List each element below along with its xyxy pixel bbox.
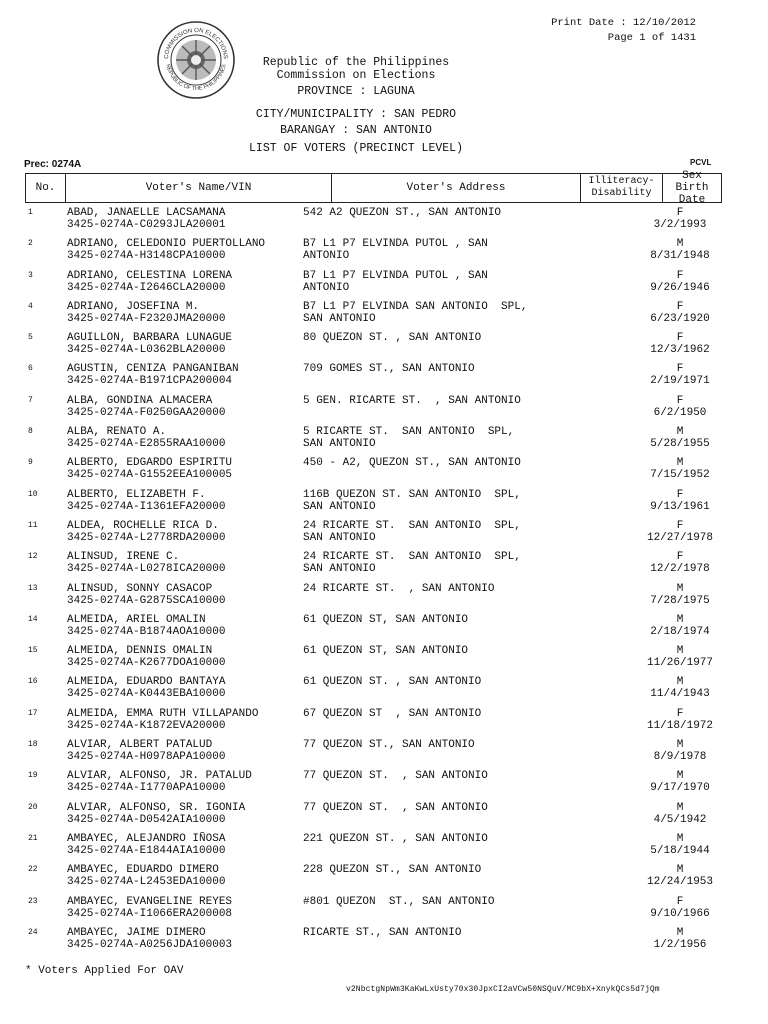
voter-address-line: 709 GOMES ST., SAN ANTONIO [303, 363, 475, 376]
voter-sex: M [676, 645, 684, 658]
voter-no: 8 [28, 427, 33, 437]
table-row [25, 581, 722, 612]
voter-birth-date: 5/18/1944 [650, 844, 710, 857]
table-row [25, 393, 722, 424]
voter-sex-birth [635, 238, 725, 262]
voter-name-vin [67, 583, 225, 607]
table-row [25, 831, 722, 862]
voter-birth-date: 3/2/1993 [653, 219, 707, 231]
voter-name: ALVIAR, ALFONSO, JR. PATALUD [67, 770, 252, 783]
voter-sex-birth [635, 676, 725, 700]
voter-address [303, 739, 563, 751]
table-row [25, 643, 722, 674]
voter-name-vin [67, 927, 232, 951]
voter-name-vin [67, 802, 245, 826]
voter-sex: F [676, 519, 684, 532]
voter-address [303, 927, 563, 939]
voter-sex-birth [635, 739, 725, 763]
voter-vin: 3425-0274A-F0250GAA20000 [67, 406, 226, 419]
table-row [25, 894, 722, 925]
voter-address-line: SAN ANTONIO [303, 563, 376, 576]
voter-name: AMBAYEC, EVANGELINE REYES [67, 895, 233, 908]
table-row [25, 800, 722, 831]
voter-address [303, 896, 563, 908]
voter-no: 19 [28, 771, 38, 781]
voter-sex-birth [635, 614, 725, 638]
voter-sex-birth [635, 583, 725, 607]
voter-vin: 3425-0274A-I2646CLA20000 [67, 281, 226, 294]
voter-name: ALMEIDA, EDUARDO BANTAYA [67, 676, 226, 689]
page-number: Page 1 of 1431 [607, 32, 696, 44]
voter-sex: M [676, 457, 684, 470]
voter-name-vin [67, 551, 225, 575]
voter-vin: 3425-0274A-I1361EFA20000 [67, 500, 226, 513]
voter-no: 3 [28, 270, 33, 280]
voter-sex-birth [635, 207, 725, 231]
voter-sex-birth [635, 301, 725, 325]
voter-name: ALBERTO, EDGARDO ESPIRITU [67, 457, 233, 470]
voter-sex: M [676, 676, 684, 689]
voter-address [303, 802, 563, 814]
voter-name-vin [67, 770, 252, 794]
voter-name: ALVIAR, ALFONSO, SR. IGONIA [67, 801, 246, 814]
voter-no: 1 [28, 208, 33, 217]
table-row [25, 268, 722, 299]
voter-address-line: B7 L1 P7 ELVINDA PUTOL , SAN [303, 269, 488, 282]
voter-sex: F [676, 332, 684, 345]
voter-no: 18 [28, 740, 38, 750]
voter-sex: M [676, 739, 684, 752]
voter-vin: 3425-0274A-G1552EEA100005 [67, 469, 233, 482]
table-row [25, 361, 722, 392]
voter-name: AMBAYEC, ALEJANDRO IÑOSA [67, 832, 226, 845]
print-date: Print Date : 12/10/2012 [551, 17, 696, 29]
table-row [25, 549, 722, 580]
table-header [25, 170, 722, 206]
voter-vin: 3425-0274A-L0278ICA20000 [67, 563, 226, 576]
voter-address [303, 332, 563, 344]
voter-no: 14 [28, 614, 38, 624]
voter-address-line: 67 QUEZON ST , SAN ANTONIO [303, 707, 482, 720]
header-republic: Republic of the Philippines [262, 56, 450, 69]
voter-list [25, 205, 722, 956]
voter-sex-birth [635, 363, 725, 387]
table-row [25, 205, 722, 236]
col-no: No. [26, 174, 66, 202]
table-row [25, 455, 722, 486]
voter-vin: 3425-0274A-H0978APA10000 [67, 751, 226, 764]
voter-birth-date: 9/26/1946 [650, 281, 710, 294]
voter-no: 6 [28, 364, 33, 374]
voter-no: 10 [28, 489, 38, 499]
voter-address-line: 542 A2 QUEZON ST., SAN ANTONIO [303, 207, 502, 219]
col-name: Voter's Name/VIN [66, 174, 332, 202]
voter-sex: F [676, 363, 684, 376]
voter-no: 22 [28, 865, 38, 875]
voter-birth-date: 5/28/1955 [650, 438, 710, 451]
header-city: CITY/MUNICIPALITY : SAN PEDRO [255, 108, 457, 121]
voter-name-vin [67, 457, 232, 481]
voter-vin: 3425-0274A-L2778RDA20000 [67, 531, 226, 544]
voter-no: 23 [28, 896, 38, 906]
footer-code: v2NbctgNpWm3KaKwLxUsty70x30JpxCI2aVCw50NSQuV/MC9bX+XnykQCs5d7jQm [346, 985, 660, 994]
voter-birth-date: 4/5/1942 [653, 813, 707, 826]
voter-address [303, 489, 563, 513]
voter-vin: 3425-0274A-G2875SCA10000 [67, 594, 226, 607]
voter-name: ALBA, RENATO A. [67, 426, 167, 439]
col-illiteracy-line2: Disability [591, 188, 652, 199]
voter-birth-date: 2/19/1971 [650, 375, 710, 388]
voter-address-line: 24 RICARTE ST. SAN ANTONIO SPL, [303, 519, 521, 532]
voter-name-vin [67, 896, 232, 920]
voter-birth-date: 12/3/1962 [650, 344, 710, 357]
voter-address [303, 770, 563, 782]
voter-sex: M [676, 832, 684, 845]
voter-vin: 3425-0274A-A0256JDA100003 [67, 938, 233, 951]
voter-name: ALVIAR, ALBERT PATALUD [67, 739, 213, 752]
voter-birth-date: 9/17/1970 [650, 782, 710, 795]
voter-name: ALMEIDA, ARIEL OMALIN [67, 613, 206, 626]
voter-address [303, 363, 563, 375]
voter-address-line: 61 QUEZON ST. , SAN ANTONIO [303, 676, 482, 689]
voter-birth-date: 6/23/1920 [650, 312, 710, 325]
voter-address-line: 5 RICARTE ST. SAN ANTONIO SPL, [303, 426, 515, 439]
voter-birth-date: 12/2/1978 [650, 563, 710, 576]
voter-birth-date: 7/15/1952 [650, 469, 710, 482]
table-row [25, 862, 722, 893]
voter-sex-birth [635, 520, 725, 544]
voter-name-vin [67, 332, 232, 356]
voter-sex: F [676, 394, 684, 407]
voter-birth-date: 11/26/1977 [646, 657, 713, 670]
voter-address [303, 614, 563, 626]
voter-birth-date: 8/9/1978 [653, 751, 707, 764]
voter-no: 20 [28, 802, 38, 812]
voter-sex: F [676, 551, 684, 564]
voter-vin: 3425-0274A-F2320JMA20000 [67, 312, 226, 325]
voter-address [303, 551, 563, 575]
voter-sex: F [676, 488, 684, 501]
voter-address [303, 864, 563, 876]
voter-name: ALDEA, ROCHELLE RICA D. [67, 519, 219, 532]
voter-name-vin [67, 708, 258, 732]
voter-address [303, 301, 563, 325]
voter-address-line: RICARTE ST., SAN ANTONIO [303, 926, 462, 939]
voter-sex-birth [635, 896, 725, 920]
voter-birth-date: 6/2/1950 [653, 406, 707, 419]
voter-name-vin [67, 614, 225, 638]
voter-sex: M [676, 238, 684, 251]
voter-name-vin [67, 645, 225, 669]
voter-name: ALINSUD, SONNY CASACOP [67, 582, 213, 595]
voter-name-vin [67, 238, 265, 262]
voter-name: ALMEIDA, EMMA RUTH VILLAPANDO [67, 707, 259, 720]
voter-address-line: 116B QUEZON ST. SAN ANTONIO SPL, [303, 488, 521, 501]
voter-name-vin [67, 489, 225, 513]
voter-no: 7 [28, 395, 33, 405]
voter-name-vin [67, 739, 225, 763]
header-province: PROVINCE : LAGUNA [297, 85, 415, 98]
voter-address-line: 77 QUEZON ST. , SAN ANTONIO [303, 770, 488, 783]
voter-name: ADRIANO, CELEDONIO PUERTOLLANO [67, 238, 266, 251]
voter-vin: 3425-0274A-K0443EBA10000 [67, 688, 226, 701]
table-row [25, 330, 722, 361]
header-barangay: BARANGAY : SAN ANTONIO [280, 124, 432, 137]
voter-sex-birth [635, 770, 725, 794]
voter-address [303, 676, 563, 688]
voter-sex: M [676, 770, 684, 783]
form-code: PCVL [690, 158, 712, 167]
voter-name-vin [67, 270, 232, 294]
voter-name: ALINSUD, IRENE C. [67, 551, 180, 564]
voter-birth-date: 2/18/1974 [650, 625, 710, 638]
voter-vin: 3425-0274A-I1770APA10000 [67, 782, 226, 795]
voter-sex-birth [635, 927, 725, 951]
voter-name-vin [67, 864, 225, 888]
voter-name: AGUILLON, BARBARA LUNAGUE [67, 332, 233, 345]
voter-no: 16 [28, 677, 38, 687]
voter-birth-date: 9/10/1966 [650, 907, 710, 920]
voter-address-line: 228 QUEZON ST., SAN ANTONIO [303, 864, 482, 877]
voter-name-vin [67, 426, 225, 450]
voter-address [303, 457, 563, 469]
voter-name-vin [67, 676, 225, 700]
voter-no: 21 [28, 833, 38, 843]
voter-sex-birth [635, 645, 725, 669]
voter-vin: 3425-0274A-K2677DOA10000 [67, 657, 226, 670]
voter-sex-birth [635, 708, 725, 732]
col-sex: Sex [682, 170, 702, 182]
voter-no: 15 [28, 646, 38, 656]
voter-birth-date: 8/31/1948 [650, 250, 710, 263]
voter-sex: M [676, 582, 684, 595]
voter-vin: 3425-0274A-L0362BLA20000 [67, 344, 226, 357]
footer-note: * Voters Applied For OAV [25, 965, 184, 977]
voter-address [303, 520, 563, 544]
voter-name: ADRIANO, CELESTINA LORENA [67, 269, 233, 282]
voter-address [303, 270, 563, 294]
voter-sex: M [676, 613, 684, 626]
table-row [25, 299, 722, 330]
voter-sex-birth [635, 395, 725, 419]
voter-vin: 3425-0274A-K1872EVA20000 [67, 719, 226, 732]
voter-no: 11 [28, 520, 38, 530]
voter-vin: 3425-0274A-E1844AIA10000 [67, 844, 226, 857]
table-row [25, 236, 722, 267]
voter-address-line: 450 - A2, QUEZON ST., SAN ANTONIO [303, 457, 521, 470]
header-list-title: LIST OF VOTERS (PRECINCT LEVEL) [249, 142, 463, 155]
table-row [25, 706, 722, 737]
voter-name-vin [67, 363, 239, 387]
table-row [25, 674, 722, 705]
voter-name: ADRIANO, JOSEFINA M. [67, 300, 200, 313]
voter-birth-date: 12/24/1953 [646, 876, 713, 889]
voter-sex-birth [635, 802, 725, 826]
voter-no: 17 [28, 708, 38, 718]
voter-vin: 3425-0274A-L2453EDA10000 [67, 876, 226, 889]
voter-address-line: SAN ANTONIO [303, 500, 376, 513]
voter-no: 9 [28, 458, 33, 468]
voter-sex: M [676, 864, 684, 877]
table-row [25, 518, 722, 549]
voter-address-line: 77 QUEZON ST., SAN ANTONIO [303, 739, 475, 752]
voter-sex-birth [635, 833, 725, 857]
voter-no: 4 [28, 301, 33, 311]
voter-birth-date: 11/18/1972 [646, 719, 713, 732]
voter-name: ALBERTO, ELIZABETH F. [67, 488, 206, 501]
voter-address-line: 61 QUEZON ST, SAN ANTONIO [303, 613, 469, 626]
voter-no: 24 [28, 927, 38, 937]
voter-birth-date: 12/27/1978 [646, 531, 713, 544]
col-sex-birth [663, 170, 721, 206]
seal-top-text: COMMISSION ON ELECTIONS [163, 27, 229, 60]
voter-name-vin [67, 395, 225, 419]
voter-address-line: SAN ANTONIO [303, 312, 376, 325]
table-row [25, 925, 722, 956]
table-row [25, 768, 722, 799]
voter-address-line: ANTONIO [303, 250, 350, 263]
voter-address [303, 708, 563, 720]
voter-address [303, 207, 563, 219]
voter-no: 13 [28, 583, 38, 593]
voter-address-line: 5 GEN. RICARTE ST. , SAN ANTONIO [303, 394, 521, 407]
table-row [25, 424, 722, 455]
voter-sex-birth [635, 864, 725, 888]
voter-vin: 3425-0274A-B1971CPA200004 [67, 375, 233, 388]
voter-name: AMBAYEC, EDUARDO DIMERO [67, 864, 219, 877]
voter-address-line: 24 RICARTE ST. SAN ANTONIO SPL, [303, 551, 521, 564]
col-address: Voter's Address [332, 174, 581, 202]
voter-sex-birth [635, 489, 725, 513]
precinct-label: Prec: 0274A [24, 159, 82, 170]
voter-birth-date: 9/13/1961 [650, 500, 710, 513]
voter-no: 5 [28, 333, 33, 343]
voter-address [303, 833, 563, 845]
seal-bottom-text: REPUBLIC OF THE PHILIPPINES [164, 63, 228, 93]
voter-address-line: 61 QUEZON ST, SAN ANTONIO [303, 645, 469, 658]
voter-address-line: SAN ANTONIO [303, 438, 376, 451]
voter-sex-birth [635, 332, 725, 356]
voter-vin: 3425-0274A-I1066ERA200008 [67, 907, 233, 920]
print-info [551, 16, 696, 46]
voter-sex: M [676, 426, 684, 439]
col-illiteracy [581, 174, 663, 202]
voter-address-line: 77 QUEZON ST. , SAN ANTONIO [303, 801, 488, 814]
voter-sex: F [676, 207, 684, 219]
voter-vin: 3425-0274A-H3148CPA10000 [67, 250, 226, 263]
table-row [25, 612, 722, 643]
voter-name-vin [67, 207, 225, 231]
table-row [25, 487, 722, 518]
voter-sex-birth [635, 457, 725, 481]
voter-address-line: 221 QUEZON ST. , SAN ANTONIO [303, 832, 488, 845]
voter-vin: 3425-0274A-B1874AOA10000 [67, 625, 226, 638]
voter-birth-date: 11/4/1943 [650, 688, 710, 701]
voter-address-line: #801 QUEZON ST., SAN ANTONIO [303, 895, 495, 908]
voter-name: AGUSTIN, CENIZA PANGANIBAN [67, 363, 239, 376]
voter-address-line: B7 L1 P7 ELVINDA SAN ANTONIO SPL, [303, 300, 528, 313]
voter-sex: F [676, 895, 684, 908]
voter-name: AMBAYEC, JAIME DIMERO [67, 926, 206, 939]
voter-name: ALMEIDA, DENNIS OMALIN [67, 645, 213, 658]
voter-vin: 3425-0274A-D0542AIA10000 [67, 813, 226, 826]
voter-no: 12 [28, 552, 38, 562]
voter-address [303, 583, 563, 595]
voter-address [303, 645, 563, 657]
voter-name-vin [67, 520, 225, 544]
voter-sex: F [676, 300, 684, 313]
voter-sex: F [676, 707, 684, 720]
voter-vin: 3425-0274A-E2855RAA10000 [67, 438, 226, 451]
voter-no: 2 [28, 239, 33, 249]
voter-sex-birth [635, 270, 725, 294]
voter-address-line: ANTONIO [303, 281, 350, 294]
voter-name: ABAD, JANAELLE LACSAMANA [67, 207, 226, 219]
voter-sex-birth [635, 551, 725, 575]
voter-name: ALBA, GONDINA ALMACERA [67, 394, 213, 407]
table-row [25, 737, 722, 768]
voter-name-vin [67, 833, 225, 857]
voter-address-line: SAN ANTONIO [303, 531, 376, 544]
voter-sex: F [676, 269, 684, 282]
voter-address-line: 80 QUEZON ST. , SAN ANTONIO [303, 332, 482, 345]
voter-birth-date: 7/28/1975 [650, 594, 710, 607]
voter-address [303, 395, 563, 407]
voter-birth-date: 1/2/1956 [653, 938, 707, 951]
header-commission: Commission on Elections [276, 69, 436, 82]
voter-address-line: B7 L1 P7 ELVINDA PUTOL , SAN [303, 238, 488, 251]
col-illiteracy-line1: Illiteracy- [588, 176, 655, 187]
voter-address [303, 426, 563, 450]
voter-sex-birth [635, 426, 725, 450]
voter-address [303, 238, 563, 262]
col-birth-date: Birth Date [675, 182, 709, 206]
voter-address-line: 24 RICARTE ST. , SAN ANTONIO [303, 582, 495, 595]
voter-name-vin [67, 301, 225, 325]
voter-sex: M [676, 801, 684, 814]
voter-vin: 3425-0274A-C0293JLA20001 [67, 219, 226, 231]
voter-sex: M [676, 926, 684, 939]
